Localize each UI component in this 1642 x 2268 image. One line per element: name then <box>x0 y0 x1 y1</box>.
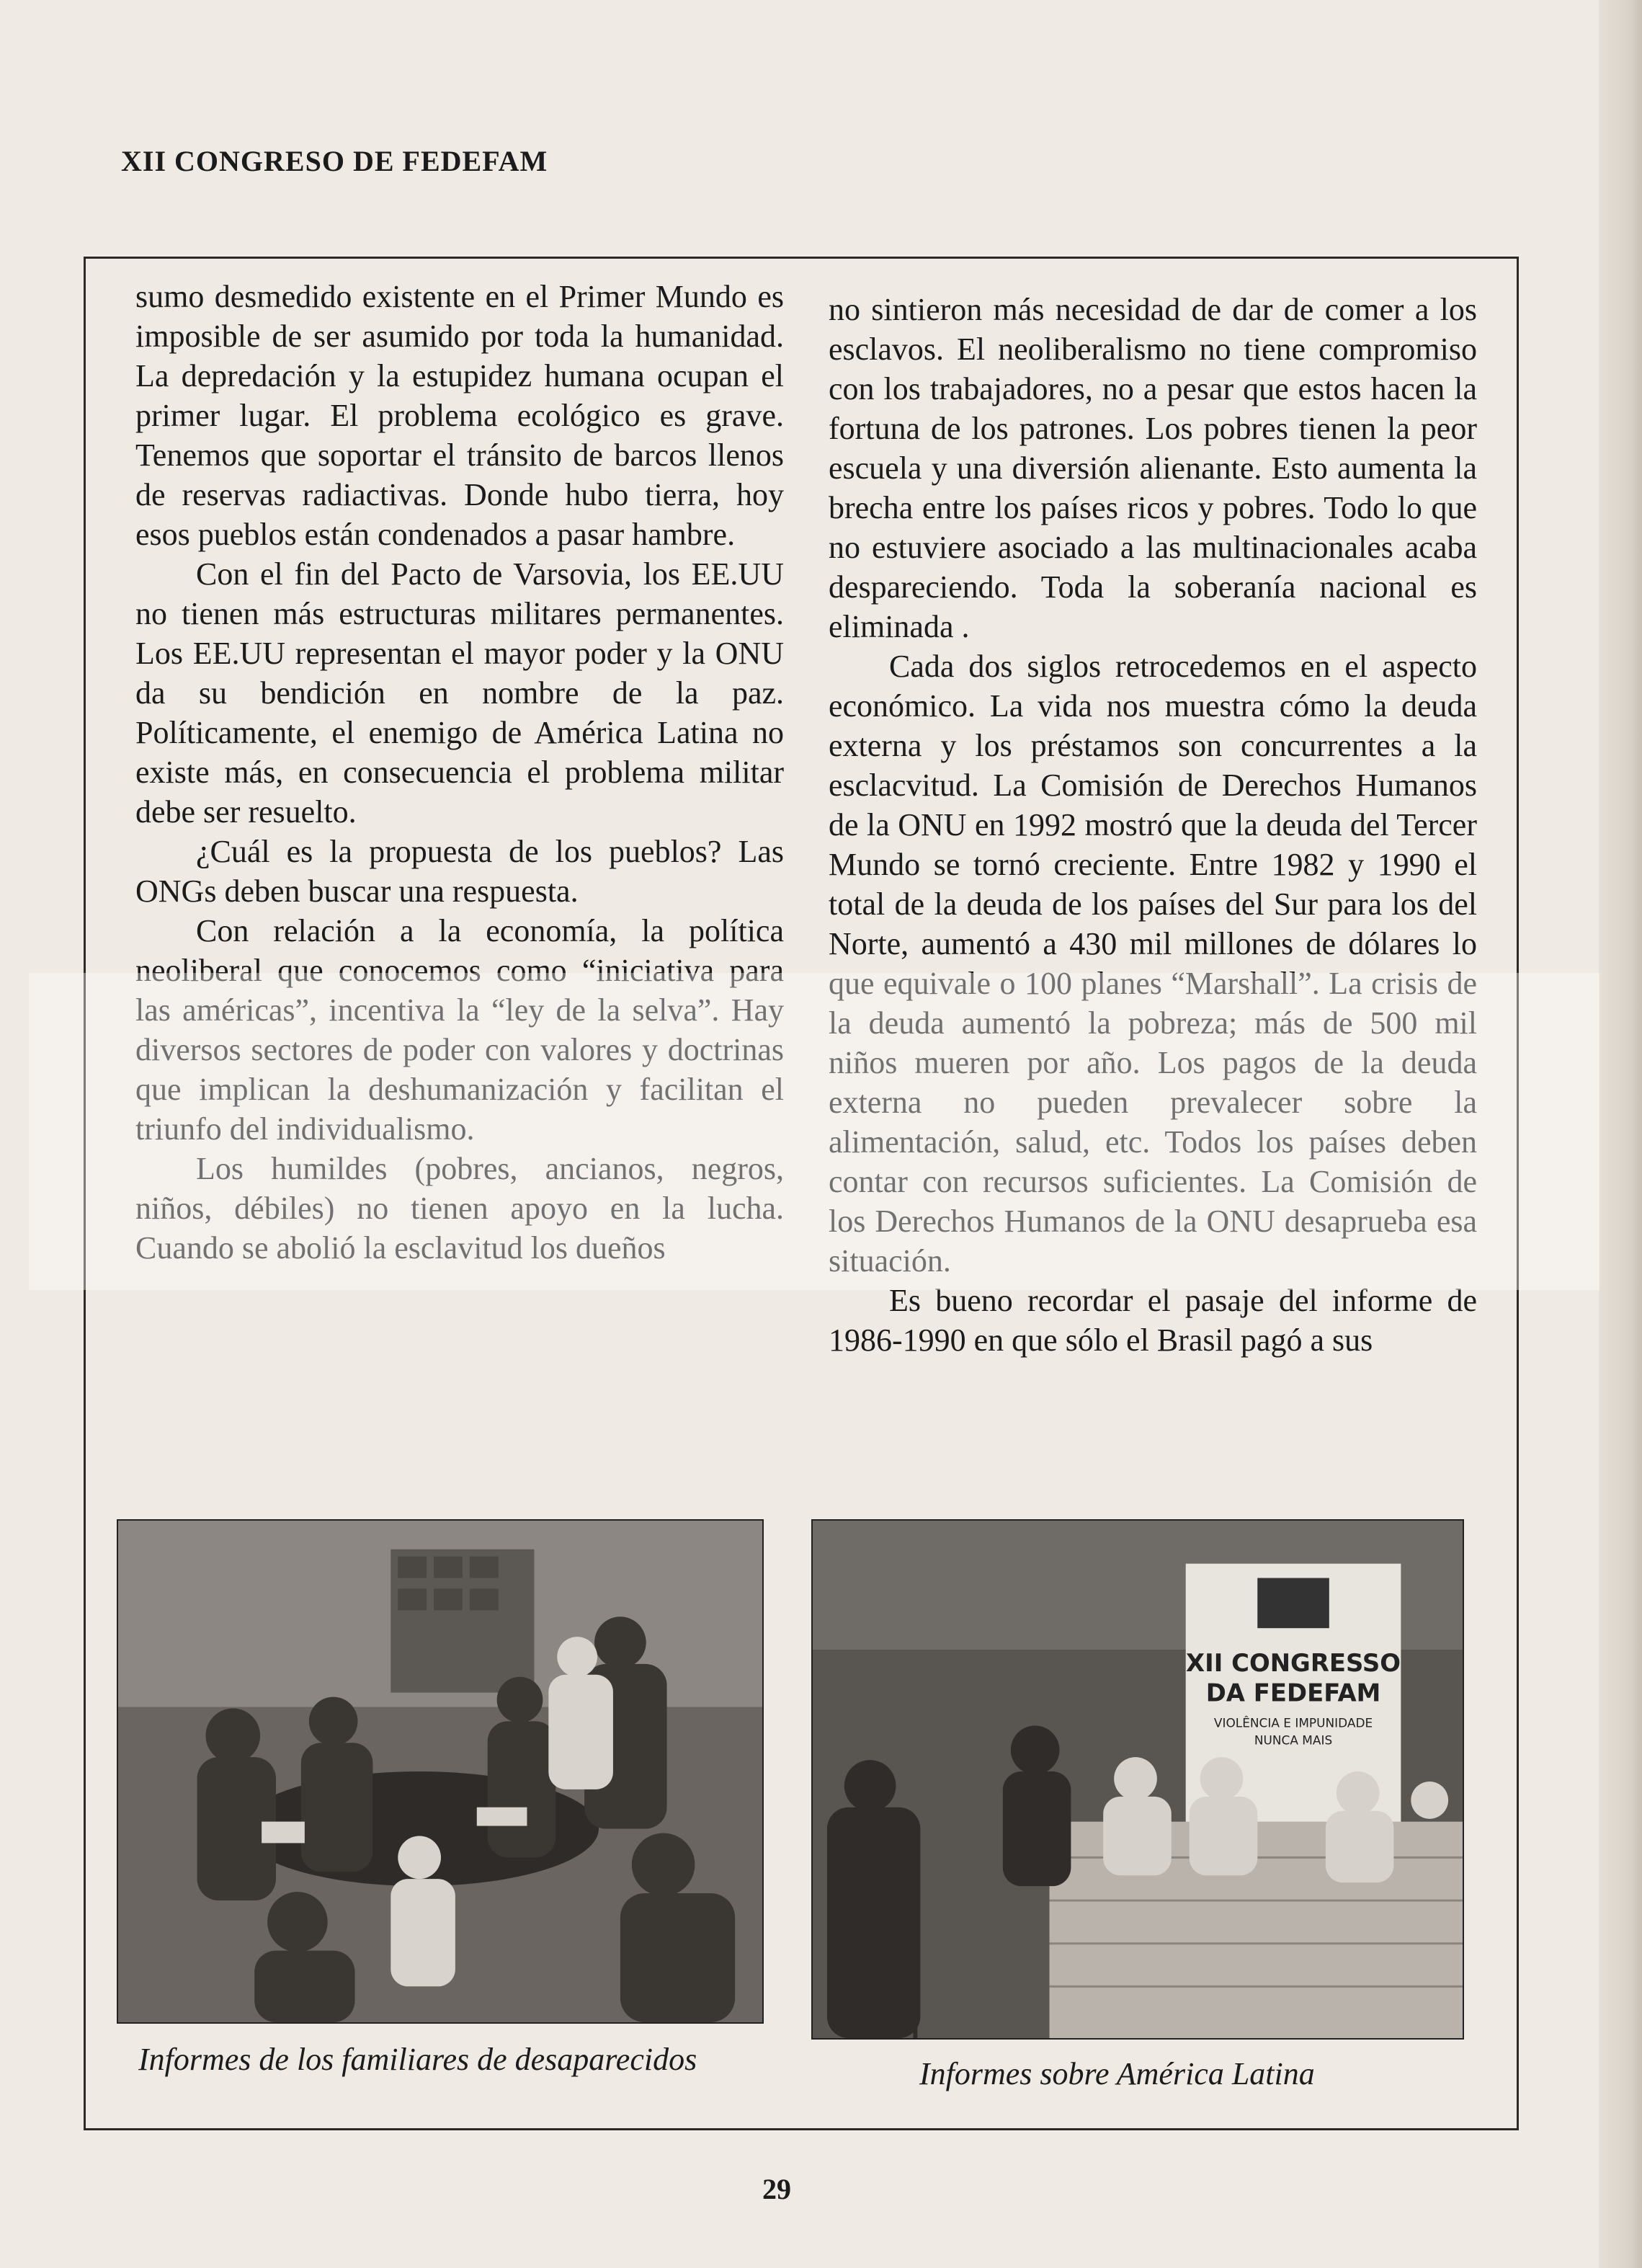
page-number: 29 <box>762 2173 791 2205</box>
left-paragraph-2: Con el fin del Pacto de Varsovia, los EE.UU no tienen más estructuras militares permanentes. Los EE.UU representan el mayor poder y la ONU da su bendición en nombre de la paz. Políticamente, el enemigo de América Latina no existe más, en consecuencia el problema militar debe ser resuelto. <box>135 556 784 830</box>
left-paragraph-4: Con relación a la economía, la política neoliberal que conocemos como “iniciativa para las américas”, incentiva la “ley de la selva”. Hay diversos sectores de poder con valores y doctrinas que implican la deshumanización y facilitan el triunfo del individualismo. <box>135 913 784 1147</box>
left-paragraph-3: ¿Cuál es la propuesta de los pueblos? Las ONGs deben buscar una respuesta. <box>135 834 784 909</box>
right-paragraph-3: Es bueno recordar el pasaje del informe de 1986-1990 en que sólo el Brasil pagó a sus <box>829 1283 1477 1358</box>
banner-line-2: DA FEDEFAM <box>1205 1678 1381 1707</box>
right-column <box>829 290 1477 1360</box>
banner-line-1: XII CONGRESSO <box>1186 1648 1401 1677</box>
banner-line-3: VIOLÊNCIA E IMPUNIDADE <box>1213 1715 1373 1730</box>
right-paragraph-1: no sintieron más necesidad de dar de comer a los esclavos. El neoliberalismo no tiene compromiso con los trabajadores, no a pesar que estos hacen la fortuna de los patrones. Los pobres tienen la peor escuela y una diversión alienante. Esto aumenta la brecha entre los países ricos y pobres. Todo lo que no estuviere asociado a las multinacionales acaba despareciendo. Toda la soberanía nacional es eliminada . <box>829 292 1477 644</box>
meeting-photo <box>117 1519 764 2024</box>
running-head: XII CONGRESO DE FEDEFAM <box>121 145 548 177</box>
banner-emblem <box>1257 1578 1329 1629</box>
congress-photo <box>811 1519 1464 2040</box>
left-paragraph-1: sumo desmedido existente en el Primer Mundo es imposible de ser asumido por toda la humanidad. La depredación y la estupidez humana ocupan el primer lugar. El problema ecológico es grave. Tenemos que soportar el tránsito de barcos llenos de reservas radiactivas. Donde hubo tierra, hoy esos pueblos están condenados a pasar hambre. <box>135 279 784 552</box>
page-edge <box>1599 0 1642 2268</box>
banner-line-4: NUNCA MAIS <box>1254 1733 1333 1748</box>
left-column <box>135 277 784 1268</box>
photo-caption-left: Informes de los familiares de desaparecidos <box>138 2042 697 2077</box>
left-paragraph-5: Los humildes (pobres, ancianos, negros, niños, débiles) no tienen apoyo en la lucha. Cuando se abolió la esclavitud los dueños <box>135 1151 784 1266</box>
photo-caption-right: Informes sobre América Latina <box>919 2056 1315 2091</box>
right-paragraph-2: Cada dos siglos retrocedemos en el aspecto económico. La vida nos muestra cómo la deuda externa y los préstamos son concurrentes a la esclacvitud. La Comisión de Derechos Humanos de la ONU en 1992 mostró que la deuda del Tercer Mundo se tornó creciente. Entre 1982 y 1990 el total de la deuda de los países del Sur para los del Norte, aumentó a 430 mil millones de dólares lo que equivale o 100 planes “Marshall”. La crisis de la deuda aumentó la pobreza; más de 500 mil niños mueren por año. Los pagos de la deuda externa no pueden prevalecer sobre la alimentación, salud, etc. Todos los países deben contar con recursos suficientes. La Comisión de los Derechos Humanos de la ONU desaprueba esa situación. <box>829 649 1477 1278</box>
